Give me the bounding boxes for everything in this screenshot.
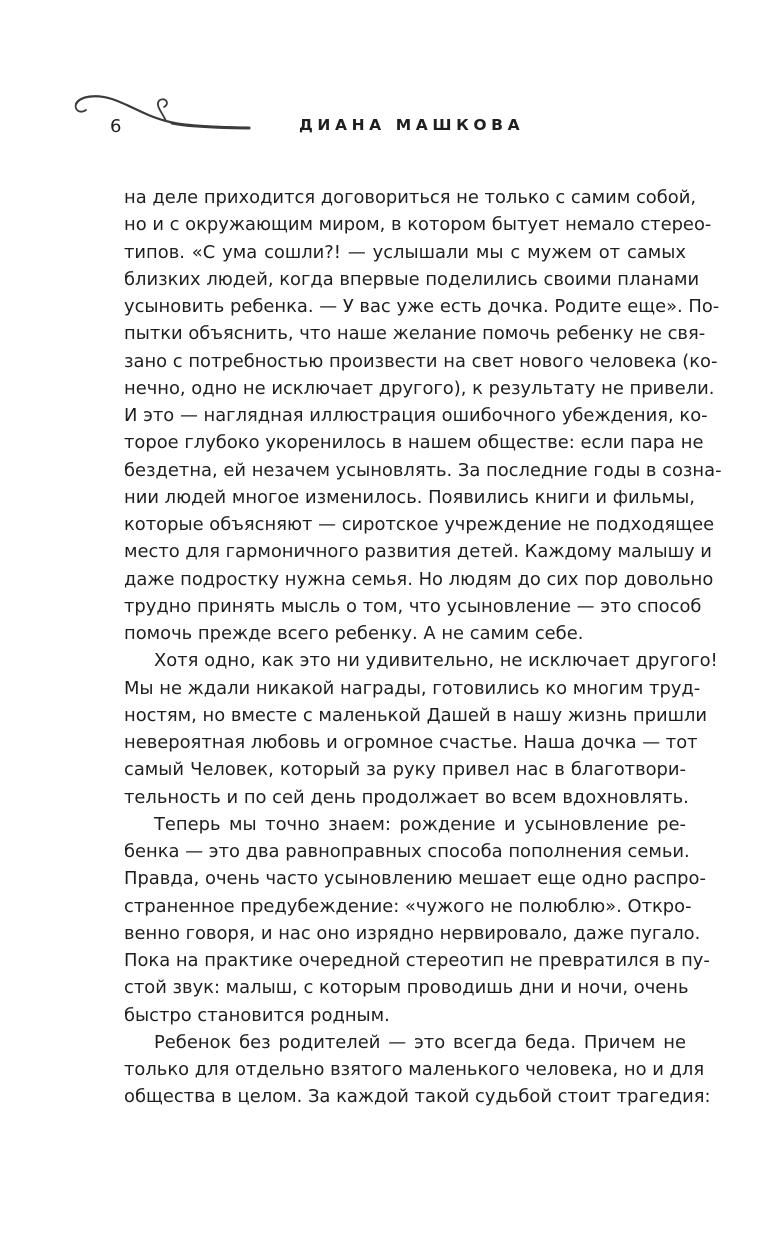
paragraph-end-line: помочь прежде всего ребенку. А не самим себе. (124, 623, 584, 644)
text-line: невероятная любовь и огромное счастье. Наша дочка — тот (124, 732, 698, 753)
text-line: которые объясняют — сиротское учреждение не подходящее (124, 514, 715, 535)
text-line: зано с потребностью произвести на свет нового человека (ко- (124, 350, 718, 372)
text-line: Правда, очень часто усыновлению мешает еще одно распро- (124, 868, 706, 890)
text-line: торое глубоко укоренилось в нашем обществе: если пара не (124, 432, 704, 454)
text-line: нечно, одно не исключает другого), к результату не привели. (124, 377, 715, 399)
body-text (124, 184, 722, 1111)
text-line: И это — наглядная иллюстрация ошибочного убеждения, ко- (124, 405, 708, 426)
text-line: близких людей, когда впервые поделились своими планами (124, 268, 700, 290)
paragraph-end-line: тельность и по сей день продолжает во всем вдохновлять. (124, 786, 689, 808)
running-head-author: ДИАНА МАШКОВА (299, 116, 525, 134)
text-line: Мы не ждали никакой награды, готовились ко многим труд- (124, 677, 701, 699)
text-line: но и с окружающим миром, в котором бытует немало стерео- (124, 214, 712, 236)
text-line: общества в целом. За каждой такой судьбой стоит трагедия: (124, 1086, 711, 1108)
text-line: стой звук: малыш, с которым проводишь дни и ночи, очень (124, 977, 689, 999)
paragraph-first-line: Хотя одно, как это ни удивительно, не исключает другого! (154, 650, 718, 672)
text-line: венно говоря, и нас оно изрядно нервировало, даже пугало. (124, 922, 701, 944)
text-line: бенка — это два равноправных способа пополнения семьи. (124, 841, 690, 862)
text-line: усыновить ребенка. — У вас уже есть дочка. Родите еще». По- (124, 296, 720, 317)
page-number: 6 (110, 116, 122, 137)
text-line: нии людей многое изменилось. Появились книги и фильмы, (124, 486, 695, 508)
text-line: трудно принять мысль о том, что усыновление — это способ (124, 595, 702, 617)
page-header (0, 0, 768, 150)
text-line: страненное предубеждение: «чужого не полюблю». Откро- (124, 895, 692, 917)
text-line: Пока на практике очередной стереотип не превратился в пу- (124, 950, 710, 971)
paragraph-first-line: Ребенок без родителей — это всегда беда. Причем не (154, 1031, 686, 1053)
text-line: только для отдельно взятого маленького человека, но и для (124, 1059, 705, 1080)
flourish-ornament-icon (74, 88, 254, 136)
text-line: даже подростку нужна семья. Но людям до сих пор довольно (124, 568, 714, 590)
text-line: бездетна, ей незачем усыновлять. За последние годы в созна- (124, 459, 722, 481)
text-line: ностям, но вместе с маленькой Дашей в нашу жизнь пришли (124, 704, 708, 726)
text-line: пытки объяснить, что наше желание помочь ребенку не свя- (124, 323, 706, 345)
text-line: место для гармоничного развития детей. Каждому малышу и (124, 541, 712, 563)
paragraph-end-line: быстро становится родным. (124, 1004, 390, 1026)
text-line: самый Человек, который за руку привел нас в благотвори- (124, 759, 686, 781)
text-line: на деле приходится договориться не только с самим собой, (124, 187, 697, 208)
paragraph-first-line: Теперь мы точно знаем: рождение и усыновление ре- (154, 813, 686, 835)
text-line: типов. «С ума сошли?! — услышали мы с мужем от самых (124, 241, 686, 263)
